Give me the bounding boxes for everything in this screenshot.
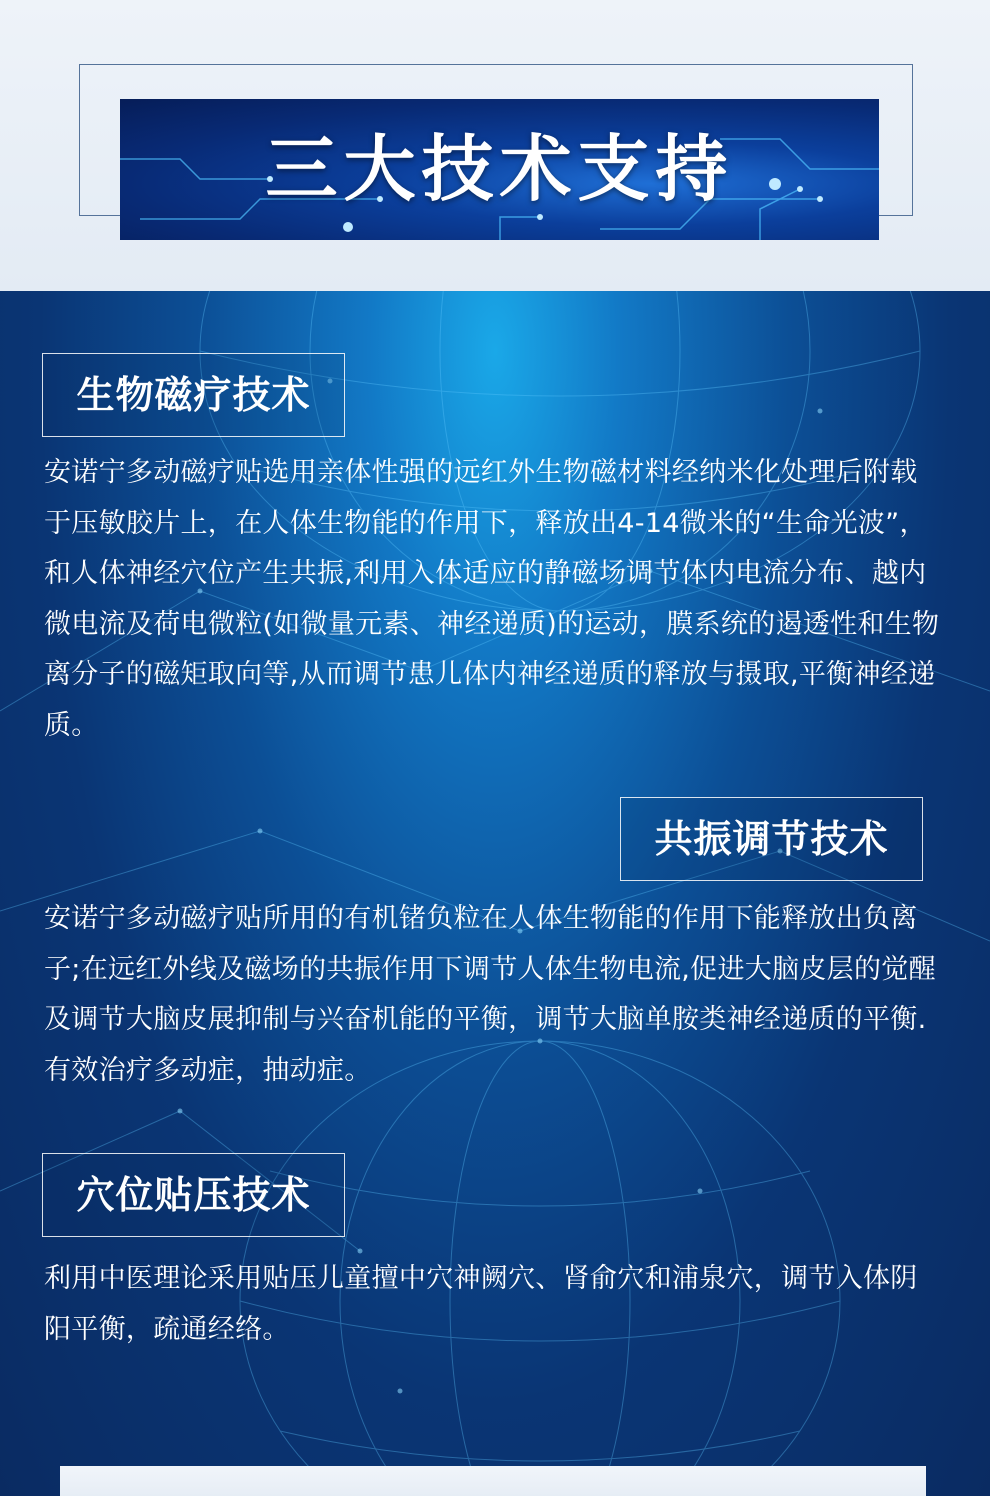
section-title-acupoint: 穴位贴压技术 [42, 1153, 345, 1237]
section-body-acupoint: 利用中医理论采用贴压儿童擅中穴神阙穴、肾俞穴和浦泉穴，调节入体阴阳平衡，疏通经络。 [44, 1263, 918, 1345]
bottom-panel [60, 1466, 926, 1496]
section-title-magnetic-therapy: 生物磁疗技术 [42, 353, 345, 437]
title-banner [120, 99, 879, 240]
section-body-magnetic-therapy: 安诺宁多动磁疗贴选用亲体性强的远红外生物磁材料经纳米化处理后附载于压敏胶片上，在人体生物能的作用下，释放出4-14微米的“生命光波”， 和人体神经穴位产生共振,利用入体适应的静磁场调节体内电流分布、越内微电流及荷电微粒(如微量元素、神经递质)的运动，膜系统的遏透性和生物离分子的磁矩取向等,从而调节患儿体内神经递质的释放与摄取,平衡神经递质。 [44, 457, 940, 741]
page-title: 三大技术支持 [265, 127, 734, 211]
section-body-resonance: 安诺宁多动磁疗贴所用的有机锗负粒在人体生物能的作用下能释放出负离子;在远红外线及磁场的共振作用下调节人体生物电流,促进大脑皮层的觉醒及调节大脑皮展抑制与兴奋机能的平衡，调节大脑单胺类神经递质的平衡.有效治疗多动症，抽动症。 [44, 903, 936, 1086]
section-title-resonance: 共振调节技术 [620, 797, 923, 881]
